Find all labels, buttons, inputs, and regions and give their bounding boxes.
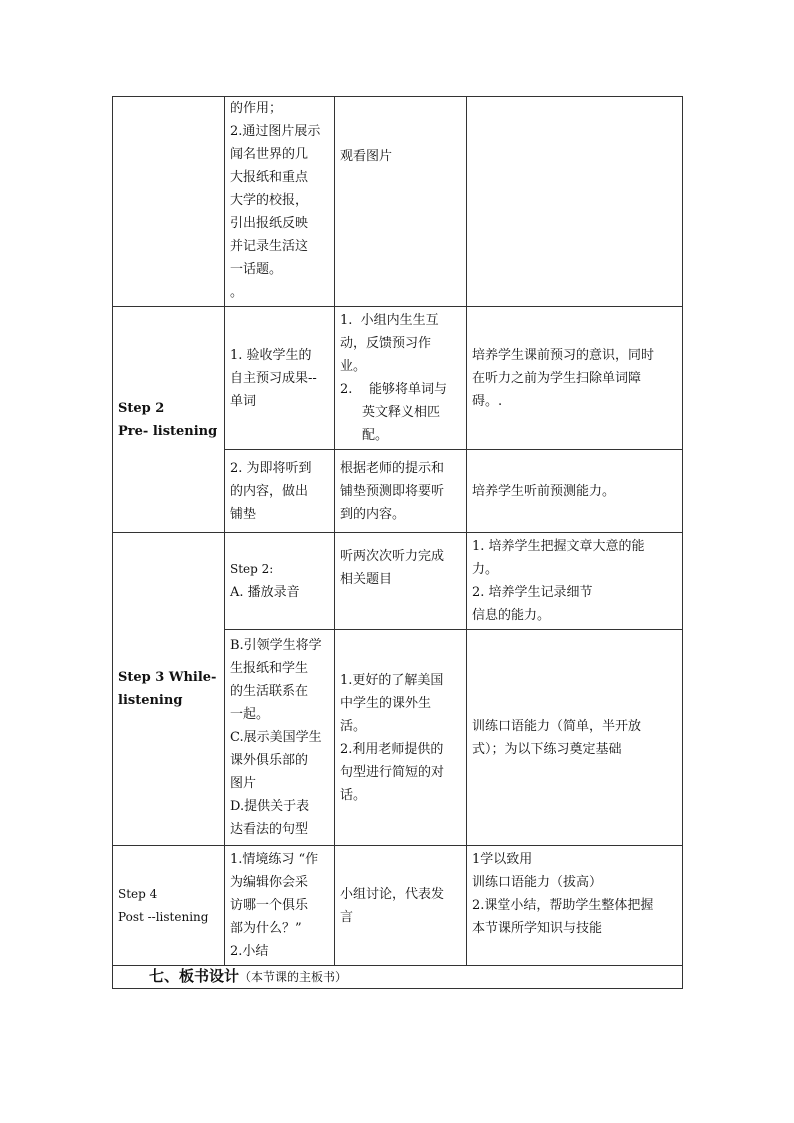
content-line: 图片 [230,776,257,791]
content-line: C.展示美国学生 [230,730,322,745]
stage-cell [113,97,225,307]
activity-line: 1.更好的了解美国 [340,672,444,688]
table-row [113,846,683,966]
content-line: 1. 验收学生的 [230,347,312,363]
purpose-line: 式）；为以下练习奠定基础 [472,741,622,757]
activity-line: 中学生的课外生 [340,695,432,711]
purpose-cell [467,846,683,966]
purpose-line: 1学以致用 [472,852,533,867]
purpose-line: 信息的能力。 [472,608,551,623]
content-line: 为编辑你会采 [230,875,309,890]
content-line: 铺垫 [230,506,257,522]
activity-line: 动，反馈预习作 [340,336,432,351]
purpose-cell [467,450,683,533]
purpose-line: 培养学生听前预测能力。 [472,483,616,499]
purpose-line: 训练口语能力（简单，半开放 [472,718,642,734]
content-line: 自主预习成果-- [230,370,317,386]
content-line: 的生活联系在 [230,684,309,699]
activity-line: 业。 [340,359,367,374]
activity-line: 2.利用老师提供的 [340,741,444,757]
content-line: 并记录生活这 [230,239,309,254]
content-line: B.引领学生将学 [230,638,322,653]
purpose-line: 本节课所学知识与技能 [472,921,603,936]
activity-item [340,309,461,332]
content-line: D.提供关于表 [230,799,310,814]
activity-cell [335,307,467,450]
content-line: 大学的校报， [230,193,309,208]
stage-cell-step2 [113,307,225,533]
purpose-line: 力。 [472,562,499,577]
content-cell [225,450,335,533]
activity-cell [335,846,467,966]
content-line: 一话题。 [230,262,283,277]
activity-line: 铺垫预测即将要听 [340,483,445,499]
activity-line: 配。 [362,428,389,443]
content-line: 。 [230,285,244,300]
stage-label: Pre- listening [118,423,218,439]
content-line: A. 播放录音 [230,585,300,600]
activity-line: 相关题目 [340,572,393,587]
content-line: 2. 为即将听到 [230,460,312,476]
purpose-line: 1. 培养学生把握文章大意的能 [472,539,645,554]
purpose-line: 2.课堂小结，帮助学生整体把握 [472,898,654,913]
activity-line: 小组讨论，代表发 [340,886,445,902]
table-row [113,97,683,307]
stage-label: Post --listening [118,909,209,924]
activity-line: 言 [340,909,354,925]
purpose-cell [467,533,683,630]
item-number: 2. [340,382,353,397]
stage-cell-step3 [113,533,225,846]
table-row [113,307,683,450]
content-cell [225,630,335,846]
content-line: 达看法的句型 [230,822,309,837]
board-design-heading [113,966,683,989]
content-line: 的内容，做出 [230,483,309,499]
stage-label: Step 2 [118,400,165,416]
purpose-line: 碍。. [472,393,503,409]
content-line: 大报纸和重点 [230,170,309,185]
activity-line: 英文释义相匹 [362,405,441,420]
table-row [113,966,683,989]
purpose-line: 在听力之前为学生扫除单词障 [472,370,642,386]
content-cell [225,846,335,966]
activity-line: 话。 [340,787,367,803]
purpose-cell [467,97,683,307]
content-line: 2.小结 [230,944,269,959]
activity-cell [335,533,467,630]
content-line: 引出报纸反映 [230,216,309,231]
content-cell [225,97,335,307]
table-row [113,533,683,630]
lesson-plan-table [112,96,683,989]
content-line: 2.通过图片展示 [230,124,321,139]
content-line: 部为什么？” [230,921,302,936]
purpose-cell [467,307,683,450]
activity-line: 能够将单词与 [368,382,447,397]
section-title: 七、板书设计 [149,967,240,985]
activity-cell [335,450,467,533]
activity-line: 听两次次听力完成 [340,549,445,564]
section-note: （本节课的主板书） [239,970,348,984]
content-line: 1.情境练习 “作 [230,852,319,867]
purpose-line: 2. 培养学生记录细节 [472,585,593,600]
activity-line: 活。 [340,718,367,734]
content-line: 单词 [230,393,257,409]
activity-cell [335,630,467,846]
content-line: 一起。 [230,707,270,722]
content-line: 课外俱乐部的 [230,753,309,768]
content-line: 闻名世界的几 [230,147,309,162]
activity-text: 观看图片 [340,149,393,164]
activity-line: 根据老师的提示和 [340,460,445,476]
activity-item [340,378,461,401]
stage-cell-step4 [113,846,225,966]
content-line: 的作用； [230,101,283,116]
content-line: 生报纸和学生 [230,661,309,676]
stage-label: listening [118,693,183,708]
content-cell [225,533,335,630]
activity-line: 小组内生生互 [360,313,439,328]
stage-label: Step 3 While- [118,670,217,685]
activity-line: 到的内容。 [340,506,406,522]
purpose-cell [467,630,683,846]
purpose-line: 培养学生课前预习的意识，同时 [472,347,655,363]
content-line: Step 2: [230,562,274,576]
activity-cell [335,97,467,307]
activity-line: 句型进行简短的对 [340,764,445,780]
item-number: 1. [340,313,353,328]
stage-label: Step 4 [118,886,158,901]
content-cell [225,307,335,450]
purpose-line: 训练口语能力（拔高） [472,875,603,890]
content-line: 访哪一个俱乐 [230,898,309,913]
